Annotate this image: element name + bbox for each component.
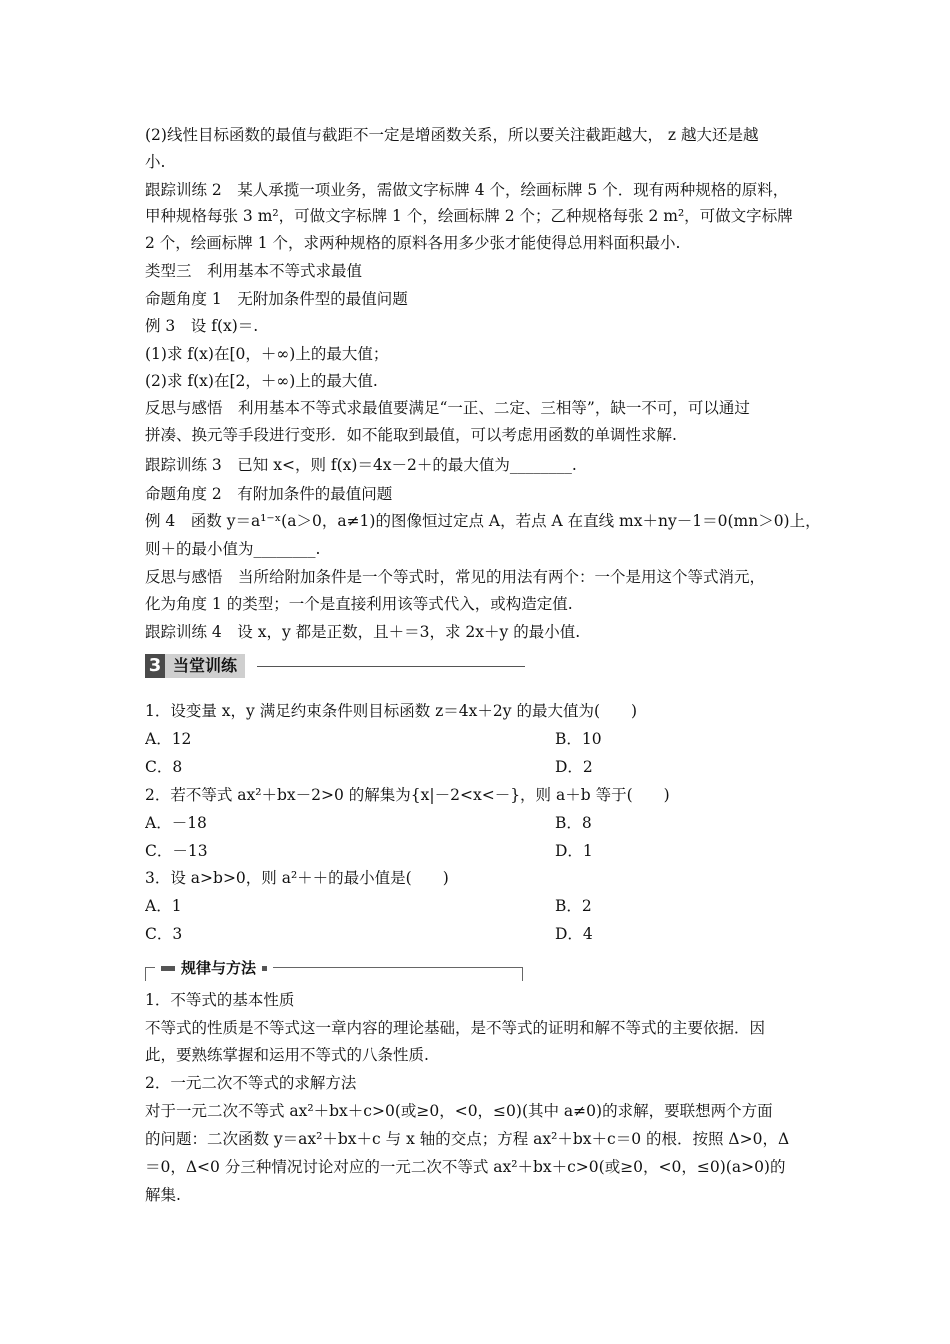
subheading: 命题角度 1 无附加条件型的最值问题 xyxy=(145,290,408,308)
text-line: 拼凑、换元等手段进行变形．如不能取到最值，可以考虑用函数的单调性求解. xyxy=(145,426,677,444)
option-c: C．－13 xyxy=(145,842,208,860)
option-a: A．－18 xyxy=(145,814,207,832)
option-d: D．2 xyxy=(555,758,593,776)
text-line: (1)求 f(x)在[0，＋∞)上的最大值； xyxy=(145,345,389,363)
dash-icon xyxy=(161,966,175,971)
rules-subheading: 2．一元二次不等式的求解方法 xyxy=(145,1074,357,1092)
square-icon xyxy=(262,966,267,971)
section-divider xyxy=(257,666,525,667)
text-line: 跟踪训练 3 已知 x<，则 f(x)＝4x－2＋的最大值为________. xyxy=(145,456,577,474)
option-c: C．8 xyxy=(145,758,183,776)
rules-subheading: 1．不等式的基本性质 xyxy=(145,991,295,1009)
text-line: 对于一元二次不等式 ax²＋bx＋c>0(或≥0，<0，≤0)(其中 a≠0)的求解，要联想两个方面 xyxy=(145,1102,773,1120)
text-line: 2 个，绘画标牌 1 个，求两种规格的原料各用多少张才能使得总用料面积最小. xyxy=(145,234,681,252)
option-row xyxy=(145,729,825,749)
example-line: 例 4 函数 y＝a¹⁻ˣ(a＞0，a≠1)的图像恒过定点 A，若点 A 在直线 mx＋ny－1＝0(mn＞0)上， xyxy=(145,512,821,530)
option-b: B．8 xyxy=(555,814,592,832)
example-line: 例 3 设 f(x)＝. xyxy=(145,317,259,335)
section-heading: 类型三 利用基本不等式求最值 xyxy=(145,262,363,280)
text-line: 化为角度 1 的类型；一个是直接利用该等式代入，或构造定值. xyxy=(145,595,573,613)
option-a: A．1 xyxy=(145,897,182,915)
text-line: 反思与感悟 利用基本不等式求最值要满足“一正、二定、三相等”，缺一不可，可以通过 xyxy=(145,399,750,417)
exercise-question: 2．若不等式 ax²＋bx－2>0 的解集为{x|－2<x<－}，则 a＋b 等于( ) xyxy=(145,786,670,804)
option-c: C．3 xyxy=(145,925,183,943)
section-number-badge: 3 xyxy=(145,654,165,678)
subheading: 命题角度 2 有附加条件的最值问题 xyxy=(145,485,393,503)
option-row xyxy=(145,757,825,777)
text-line: 甲种规格每张 3 m²，可做文字标牌 1 个，绘画标牌 2 个；乙种规格每张 2 m²，可做文字标牌 xyxy=(145,207,793,225)
option-row xyxy=(145,813,825,833)
section-3-header xyxy=(145,652,525,680)
section-title: 当堂训练 xyxy=(165,654,245,678)
text-line: 跟踪训练 2 某人承揽一项业务，需做文字标牌 4 个，绘画标牌 5 个．现有两种规格的原料， xyxy=(145,181,789,199)
exercise-question: 3．设 a>b>0，则 a²＋＋的最小值是( ) xyxy=(145,869,449,887)
exercise-question: 1．设变量 x，y 满足约束条件则目标函数 z＝4x＋2y 的最大值为( ) xyxy=(145,702,638,720)
option-b: B．10 xyxy=(555,730,602,748)
text-line: 反思与感悟 当所给附加条件是一个等式时，常见的用法有两个：一个是用这个等式消元， xyxy=(145,568,766,586)
option-b: B．2 xyxy=(555,897,592,915)
text-line: 小. xyxy=(145,153,166,171)
rules-methods-header xyxy=(145,958,523,980)
option-d: D．4 xyxy=(555,925,593,943)
text-line: (2)线性目标函数的最值与截距不一定是增函数关系，所以要关注截距越大， z 越大还是越 xyxy=(145,126,759,144)
text-line: 此，要熟练掌握和运用不等式的八条性质. xyxy=(145,1046,429,1064)
option-d: D．1 xyxy=(555,842,593,860)
option-a: A．12 xyxy=(145,730,192,748)
option-row xyxy=(145,924,825,944)
text-line: 的问题：二次函数 y＝ax²＋bx＋c 与 x 轴的交点；方程 ax²＋bx＋c＝0 的根．按照 Δ>0，Δ xyxy=(145,1130,790,1148)
option-row xyxy=(145,896,825,916)
text-line: 不等式的性质是不等式这一章内容的理论基础，是不等式的证明和解不等式的主要依据．因 xyxy=(145,1019,766,1037)
option-row xyxy=(145,841,825,861)
rules-title: 规律与方法 xyxy=(155,958,273,978)
text-line: 则＋的最小值为________. xyxy=(145,540,321,558)
text-line: 解集. xyxy=(145,1186,181,1204)
text-line: 跟踪训练 4 设 x，y 都是正数，且＋＝3，求 2x＋y 的最小值. xyxy=(145,623,581,641)
text-line: ＝0，Δ<0 分三种情况讨论对应的一元二次不等式 ax²＋bx＋c>0(或≥0，<0，≤0)(a>0)的 xyxy=(145,1158,786,1176)
text-line: (2)求 f(x)在[2，＋∞)上的最大值. xyxy=(145,372,378,390)
